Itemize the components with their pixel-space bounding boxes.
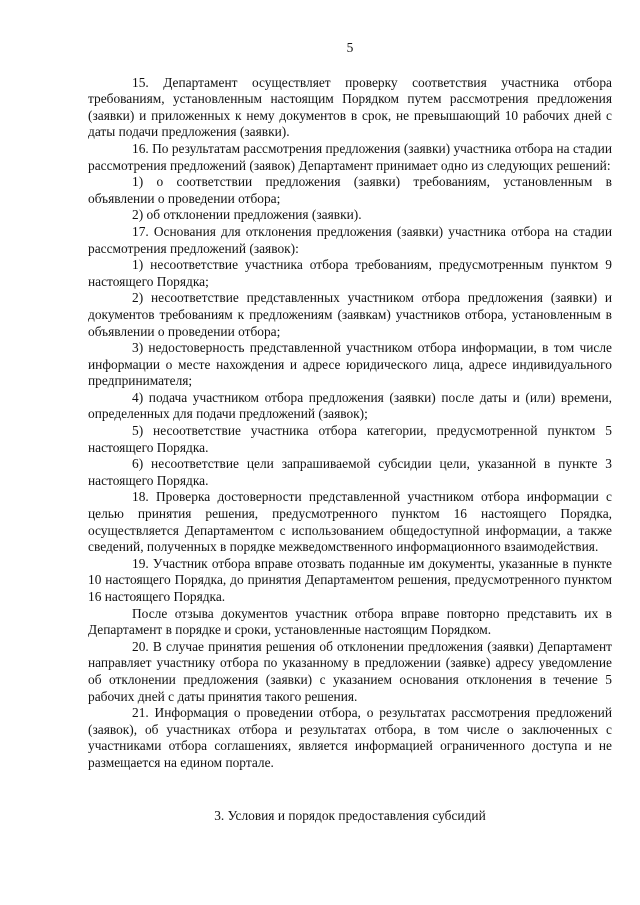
section-heading: 3. Условия и порядок предоставления субсидий	[214, 807, 486, 823]
page-number: 5	[346, 40, 354, 55]
paragraph-16-item-2: 2) об отклонении предложения (заявки).	[132, 207, 362, 223]
paragraph-17-item-2: 2) несоответствие представленных участником отбора предложения (заявки) и документов требованиям к предложениям (заявкам) участников отбора, установленным в объявлении о проведении отбора;	[88, 290, 612, 339]
paragraph-17-item-5: 5) несоответствие участника отбора категории, предусмотренной пунктом 5 настоящего Порядка.	[88, 423, 612, 455]
paragraph-18: 18. Проверка достоверности представленной участником отбора информации с целью принятия решения, предусмотренного пунктом 16 настоящего Порядка, осуществляется Департаментом с использованием общедоступной информации, а также сведений, полученных в порядке межведомственного информационного взаимодействия.	[88, 489, 612, 555]
paragraph-16-item-1: 1) о соответствии предложения (заявки) требованиям, установленным в объявлении о проведении отбора;	[88, 174, 612, 206]
paragraph-17: 17. Основания для отклонения предложения (заявки) участника отбора на стадии рассмотрения предложений (заявок):	[88, 223, 612, 256]
paragraph-19-continuation: После отзыва документов участник отбора вправе повторно представить их в Департамент в порядке и сроки, установленные настоящим Порядком.	[88, 605, 612, 638]
document-page	[88, 40, 612, 824]
paragraph-19: 19. Участник отбора вправе отозвать поданные им документы, указанные в пункте 10 настоящего Порядка, до принятия Департаментом решения, предусмотренного пунктом 16 настоящего Порядка.	[88, 555, 612, 604]
paragraph-15: 15. Департамент осуществляет проверку соответствия участника отбора требованиям, установленным настоящим Порядком путем рассмотрения предложения (заявки) и приложенных к нему документов в срок, не превышающий 10 рабочих дней с даты подачи предложения (заявки).	[88, 74, 612, 140]
paragraph-17-item-4: 4) подача участником отбора предложения (заявки) после даты и (или) времени, определенных для подачи предложений (заявок);	[88, 389, 612, 422]
paragraph-17-item-6: 6) несоответствие цели запрашиваемой субсидии цели, указанной в пункте 3 настоящего Порядка.	[88, 456, 612, 488]
paragraph-21: 21. Информация о проведении отбора, о результатах рассмотрения предложений (заявок), об участниках отбора и результатах отбора, в том числе о заключенных с участниками отбора соглашениях, является информацией ограниченного доступа и не размещается на едином портале.	[88, 705, 612, 770]
paragraph-17-item-1: 1) несоответствие участника отбора требованиям, предусмотренным пунктом 9 настоящего Порядка;	[88, 257, 612, 289]
paragraph-17-item-3: 3) недостоверность представленной участником отбора информации, в том числе информации о месте нахождения и адресе юридического лица, адресе индивидуального предпринимателя;	[88, 340, 612, 389]
paragraph-16: 16. По результатам рассмотрения предложения (заявки) участника отбора на стадии рассмотрения предложений (заявок) Департамент принимает одно из следующих решений:	[88, 140, 612, 173]
paragraph-20: 20. В случае принятия решения об отклонении предложения (заявки) Департамент направляет участнику отбора по указанному в предложении (заявке) адресу уведомление об отклонении предложения (заявки) с указанием основания отклонения в течение 5 рабочих дней с даты принятия такого решения.	[88, 638, 612, 704]
